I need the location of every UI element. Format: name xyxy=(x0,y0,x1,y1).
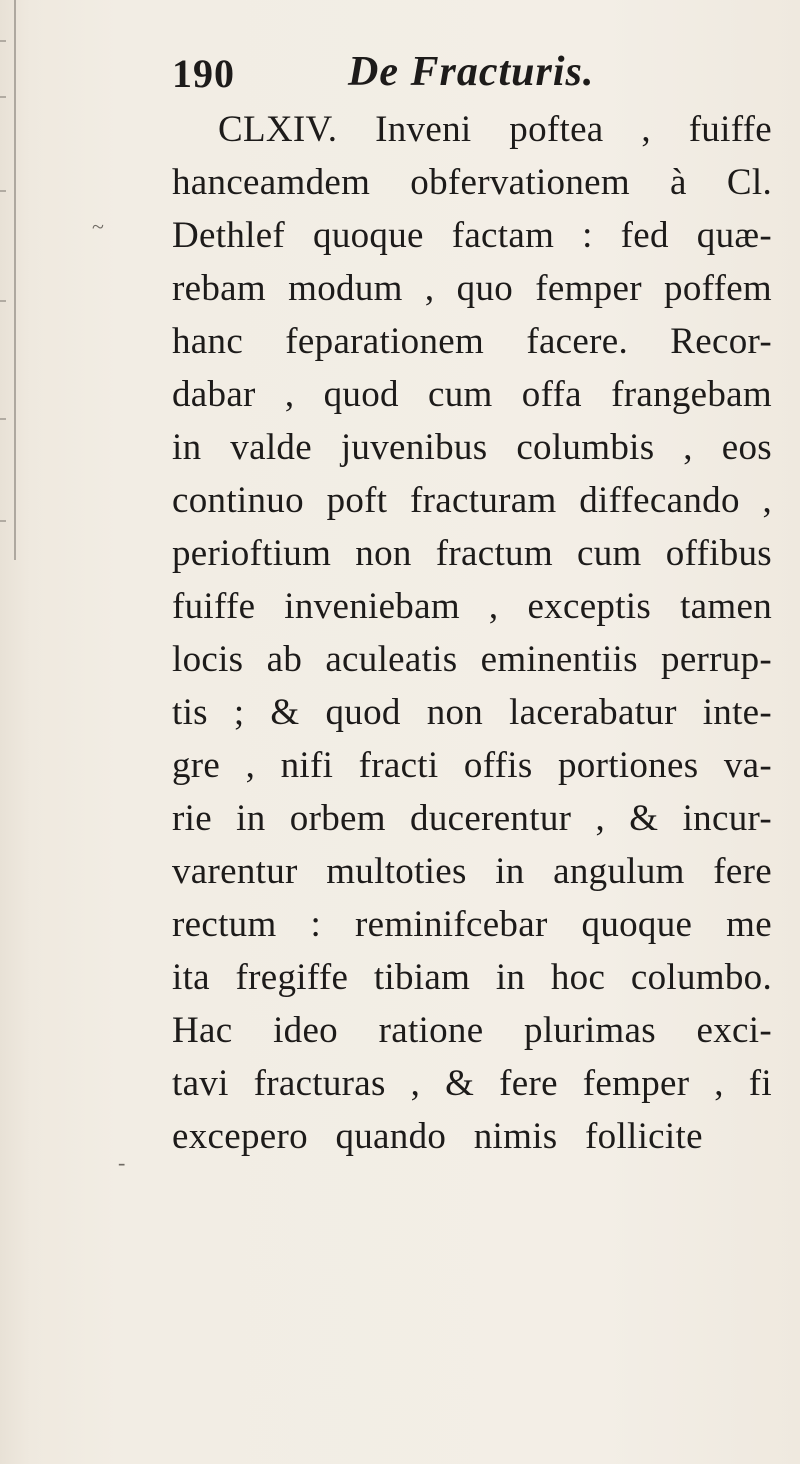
text-line: excepero quando nimis follicite xyxy=(172,1116,703,1157)
text-line: hanc feparationem facere. Recor- xyxy=(172,321,772,362)
text-line: rie in orbem ducerentur , & incur- xyxy=(172,798,772,839)
text-line: varentur multoties in angulum fere xyxy=(172,851,772,892)
text-line: Dethlef quoque factam : fed quæ- xyxy=(172,215,772,256)
text-line: in valde juvenibus columbis , eos xyxy=(172,427,772,468)
binding-mark xyxy=(0,520,6,522)
text-line: dabar , quod cum offa frangebam xyxy=(172,374,772,415)
text-line: tis ; & quod non lacerabatur inte- xyxy=(172,692,772,733)
running-title: De Fracturis. xyxy=(348,49,595,95)
text-line: CLXIV. Inveni poftea , fuiffe xyxy=(218,109,772,150)
margin-dash: ~ xyxy=(92,214,104,239)
text-line: tavi fracturas , & fere femper , fi xyxy=(172,1063,772,1104)
text-line: gre , nifi fracti offis portiones va- xyxy=(172,745,772,786)
binding-mark xyxy=(0,40,6,42)
text-line: Hac ideo ratione plurimas exci- xyxy=(172,1010,772,1051)
text-line: rebam modum , quo femper poffem xyxy=(172,268,772,309)
body-text xyxy=(172,103,772,1163)
running-head xyxy=(172,48,692,98)
text-line: continuo poft fracturam diffecando , xyxy=(172,480,772,521)
text-line: perioftium non fractum cum offibus xyxy=(172,533,772,574)
text-line: fuiffe inveniebam , exceptis tamen xyxy=(172,586,772,627)
text-line: rectum : reminifcebar quoque me xyxy=(172,904,772,945)
text-line: locis ab aculeatis eminentiis perrup- xyxy=(172,639,772,680)
binding-edge xyxy=(14,0,16,560)
binding-mark xyxy=(0,300,6,302)
page-number: 190 xyxy=(172,51,235,96)
binding-mark xyxy=(0,418,6,420)
text-line: hanceamdem obfervationem à Cl. xyxy=(172,162,772,203)
margin-dash: - xyxy=(118,1150,126,1175)
binding-mark xyxy=(0,190,6,192)
text-line: ita fregiffe tibiam in hoc columbo. xyxy=(172,957,772,998)
binding-mark xyxy=(0,96,6,98)
